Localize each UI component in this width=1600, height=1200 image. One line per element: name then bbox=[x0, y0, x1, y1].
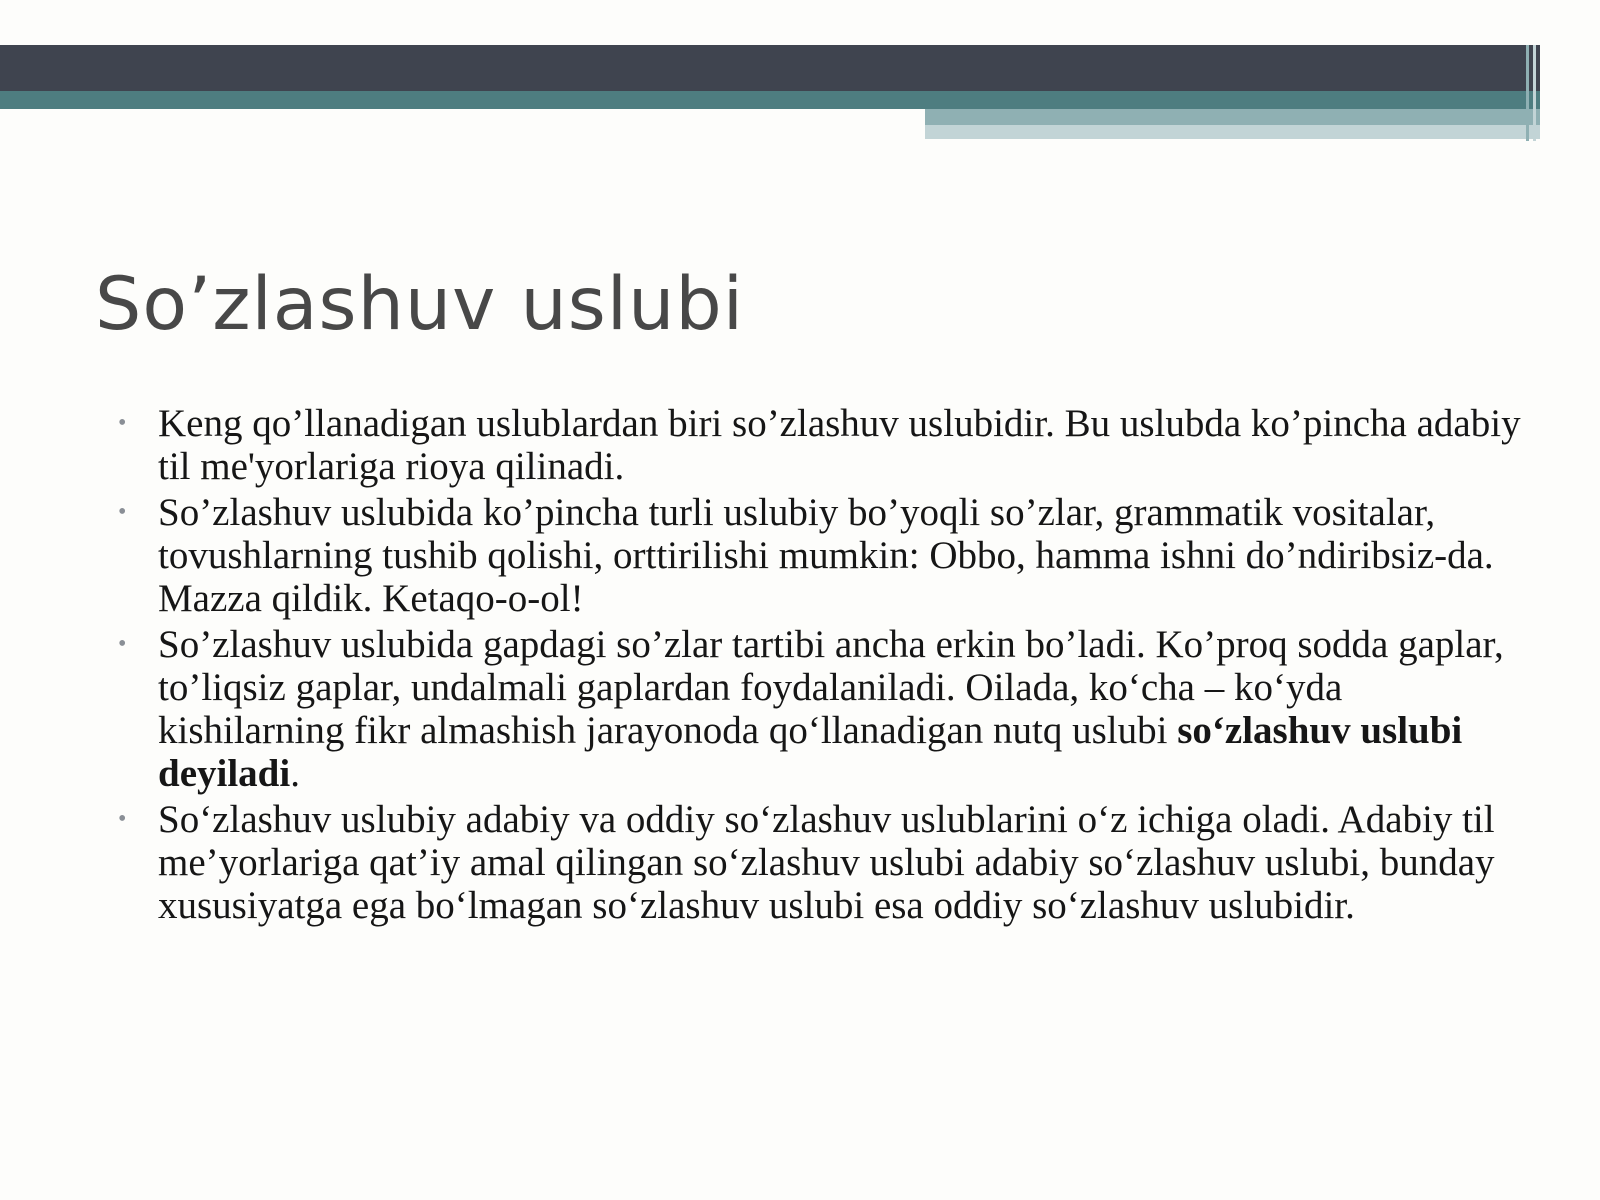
bullet-text: So’zlashuv uslubida gapdagi so’zlar tartibi ancha erkin bo’ladi. Ko’proq sodda gaplar, to’liqsiz gaplar, undalmali gaplardan foydalaniladi. Oilada, ko‘cha – ko‘yda kishilarning fikr almashish jarayonoda qo‘llanadigan nutq uslubi bbox=[158, 623, 1504, 752]
bullet-item bbox=[118, 798, 1528, 927]
bullet-dot-icon: • bbox=[118, 806, 127, 832]
header-teal-band-pale bbox=[925, 125, 1540, 139]
bullet-item bbox=[118, 623, 1528, 795]
bullet-item bbox=[118, 491, 1528, 620]
header-teal-band bbox=[0, 91, 1540, 109]
bullet-bold-text: so‘zlashuv uslubi deyiladi bbox=[158, 709, 1463, 795]
bullet-text: Keng qo’llanadigan uslublardan biri so’zlashuv uslubidir. Bu uslubda ko’pincha adabiy til me'yorlariga rioya qilinadi. bbox=[158, 402, 1521, 488]
header-teal-band-light bbox=[925, 109, 1540, 125]
bullet-text: So’zlashuv uslubida ko’pincha turli uslubiy bo’yoqli so’zlar, grammatik vositalar, tovushlarning tushib qolishi, orttirilishi mumkin: Obbo, hamma ishni do’ndiribsiz-da. Mazza qildik. Ketaqo-o-ol! bbox=[158, 491, 1494, 620]
bullet-dot-icon: • bbox=[118, 631, 127, 657]
header-dark-bar bbox=[0, 45, 1540, 91]
bullet-text-end: . bbox=[290, 752, 300, 795]
bullet-list bbox=[118, 402, 1528, 930]
bullet-dot-icon: • bbox=[118, 499, 127, 525]
header-edge-line bbox=[1526, 45, 1529, 141]
bullet-dot-icon: • bbox=[118, 410, 127, 436]
header-edge-line bbox=[1533, 45, 1536, 141]
slide-title: So’zlashuv uslubi bbox=[95, 262, 744, 347]
bullet-text: So‘zlashuv uslubiy adabiy va oddiy so‘zlashuv uslublarini o‘z ichiga oladi. Adabiy til me’yorlariga qat’iy amal qilingan so‘zlashuv uslubi adabiy so‘zlashuv uslubi, bunday xususiyatga ega bo‘lmagan so‘zlashuv uslubi esa oddiy so‘zlashuv uslubidir. bbox=[158, 798, 1495, 927]
bullet-item bbox=[118, 402, 1528, 488]
